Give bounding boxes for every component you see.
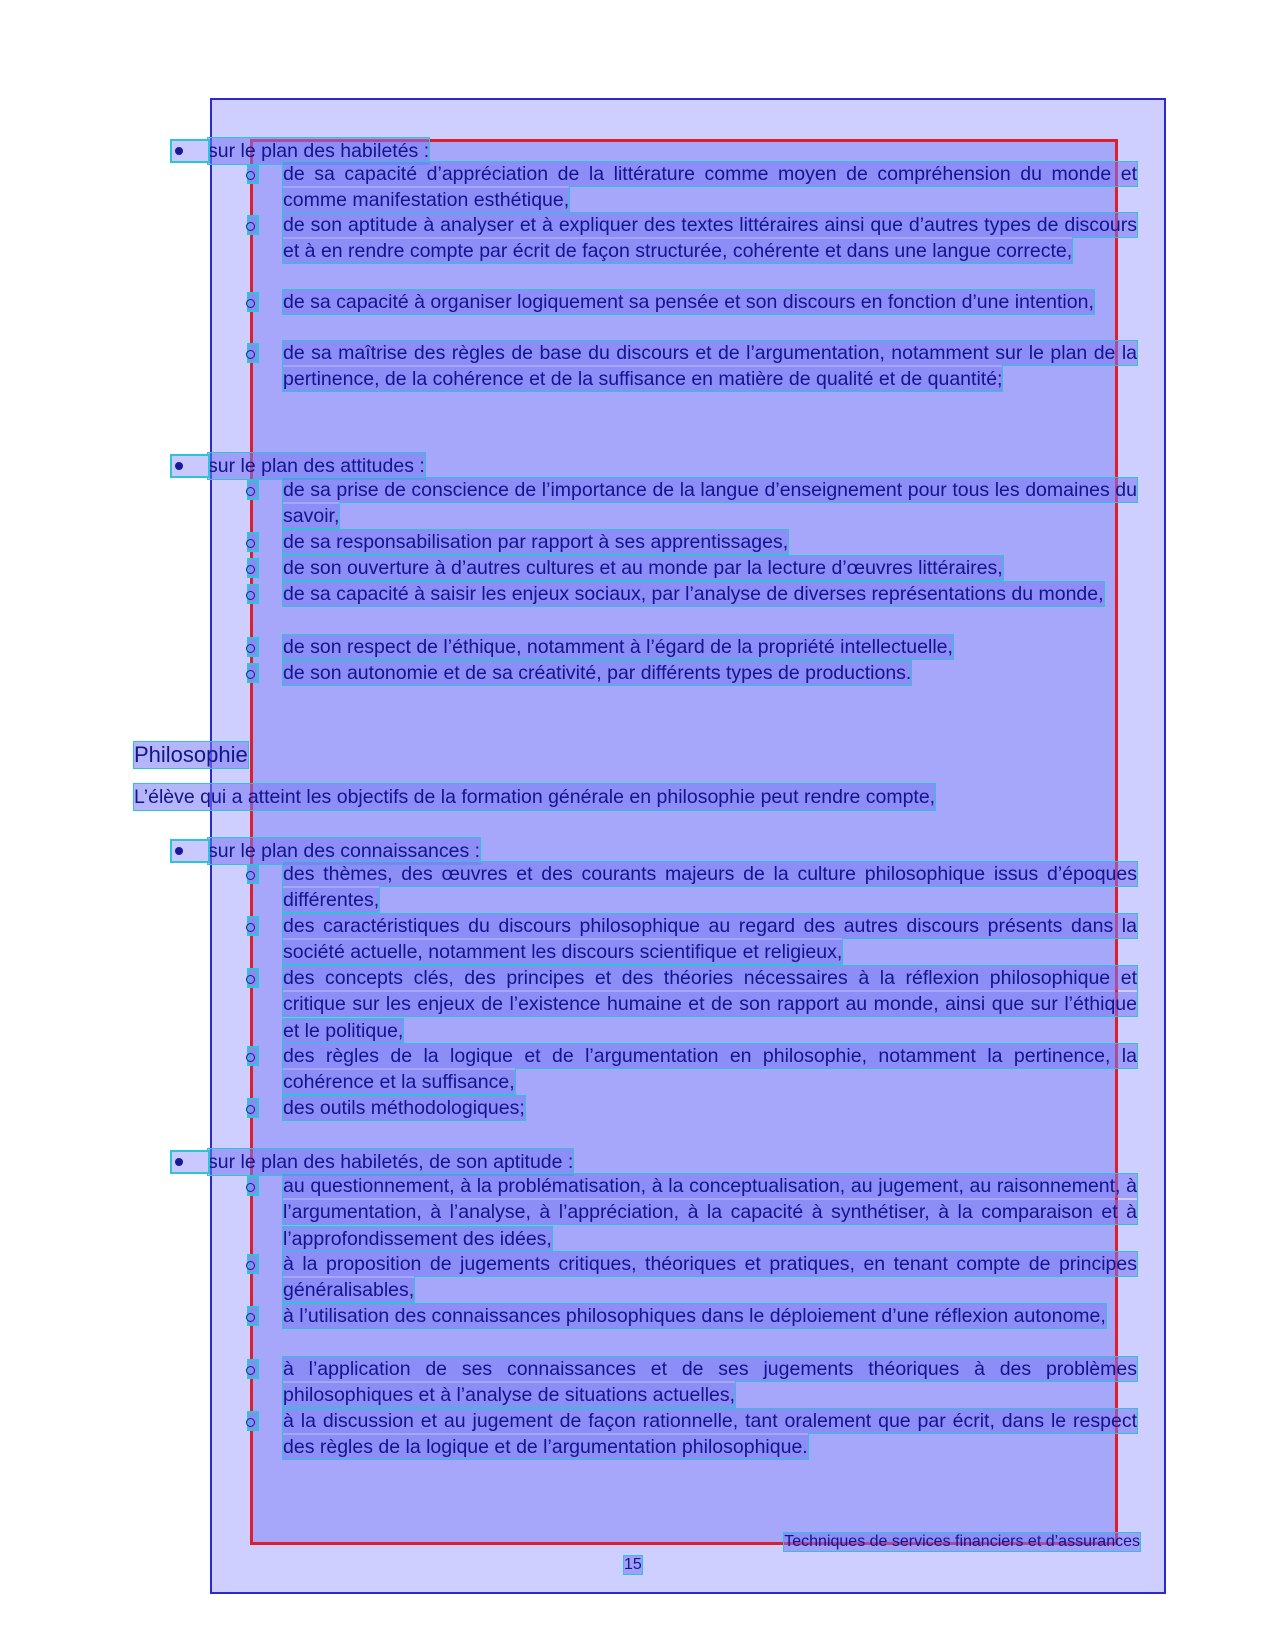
page-number: 15 [624, 1556, 642, 1573]
list-item-text: de son autonomie et de sa créativité, par différents types de productions. [283, 662, 912, 684]
sub-bullet-icon [247, 584, 259, 604]
list-item-text: de sa capacité à saisir les enjeux sociaux, par l’analyse de diverses représentations du monde, [283, 583, 1104, 605]
section-intro: L’élève qui a atteint les objectifs de la formation générale en philosophie peut rendre compte, [134, 784, 935, 810]
section-heading: Philosophie [134, 742, 248, 767]
list-item-text: à l’utilisation des connaissances philosophiques dans le déploiement d’une réflexion autonome, [283, 1305, 1106, 1327]
sub-bullet-icon [247, 480, 259, 500]
list-item-text: des caractéristiques du discours philosophique au regard des autres discours présents dans la société actuelle, notamment les discours scientifique et religieux, [283, 915, 1137, 964]
list-item-text: des concepts clés, des principes et des théories nécessaires à la réflexion philosophique et critique sur les enjeux de l’existence humaine et de son rapport au monde, ainsi que sur l’éthique et le politique, [283, 967, 1137, 1042]
list-item-text: à la discussion et au jugement de façon rationnelle, tant oralement que par écrit, dans le respect des règles de la logique et de l’argumentation philosophique. [283, 1410, 1137, 1459]
sub-bullet-icon [247, 1359, 259, 1379]
list-item-text: de sa responsabilisation par rapport à ses apprentissages, [283, 531, 789, 553]
sub-bullet-icon [247, 637, 259, 657]
list-item-text: de sa capacité d’appréciation de la littérature comme moyen de compréhension du monde et comme manifestation esthétique, [283, 163, 1137, 212]
list-item-text: de sa maîtrise des règles de base du discours et de l’argumentation, notamment sur le plan de la pertinence, de la cohérence et de la suffisance en matière de qualité et de quantité; [283, 342, 1137, 391]
list-item-text: des thèmes, des œuvres et des courants majeurs de la culture philosophique issus d’époques différentes, [283, 863, 1137, 912]
bullet-habiletes [172, 137, 430, 162]
bullet-label: sur le plan des connaissances : [208, 838, 480, 864]
sub-bullet-icon [247, 164, 259, 184]
bullet-label: sur le plan des habiletés, de son aptitude : [208, 1149, 573, 1175]
bullet-icon [172, 841, 208, 861]
bullet-icon [172, 1152, 208, 1172]
bullet-label: sur le plan des habiletés : [208, 138, 429, 164]
sub-bullet-icon [247, 292, 259, 312]
list-item-text: des outils méthodologiques; [283, 1097, 525, 1119]
sub-bullet-icon [247, 663, 259, 683]
sub-bullet-icon [247, 864, 259, 884]
list-item-text: de son ouverture à d’autres cultures et au monde par la lecture d’œuvres littéraires, [283, 557, 1003, 579]
bullet-icon [172, 456, 208, 476]
bullet-icon [172, 141, 208, 161]
list-item-text: de son aptitude à analyser et à expliquer des textes littéraires ainsi que d’autres types de discours et à en rendre compte par écrit de façon structurée, cohérente et dans une langue correcte, [283, 214, 1137, 263]
list-item-text: à l’application de ses connaissances et de ses jugements théoriques à des problèmes philosophiques et à l’analyse de situations actuelles, [283, 1358, 1137, 1407]
list-item-text: de son respect de l’éthique, notamment à l’égard de la propriété intellectuelle, [283, 636, 953, 658]
sub-bullet-icon [247, 968, 259, 988]
bullet-label: sur le plan des attitudes : [208, 453, 425, 479]
list-item-text: des règles de la logique et de l’argumentation en philosophie, notamment la pertinence, la cohérence et la suffisance, [283, 1045, 1137, 1094]
list-item-text: de sa prise de conscience de l’importance de la langue d’enseignement pour tous les domaines du savoir, [283, 479, 1137, 528]
sub-bullet-icon [247, 916, 259, 936]
sub-bullet-icon [247, 532, 259, 552]
list-item-text: au questionnement, à la problématisation, à la conceptualisation, au jugement, au raisonnement, à l’argumentation, à l’analyse, à l’appréciation, à la capacité à synthétiser, à la comparaison et à l’approfondissement des idées, [283, 1175, 1137, 1250]
list-item-text: à la proposition de jugements critiques, théoriques et pratiques, en tenant compte de principes généralisables, [283, 1253, 1137, 1302]
bullet-attitudes [172, 452, 425, 477]
bullet-connaissances [172, 837, 481, 862]
sub-bullet-icon [247, 1046, 259, 1066]
footer-program-title: Techniques de services financiers et d’assurances [784, 1533, 1140, 1550]
sub-bullet-icon [247, 1306, 259, 1326]
sub-bullet-icon [247, 343, 259, 363]
sub-bullet-icon [247, 1411, 259, 1431]
sub-bullet-icon [247, 1254, 259, 1274]
sub-bullet-icon [247, 1098, 259, 1118]
sub-bullet-icon [247, 1176, 259, 1196]
sub-bullet-icon [247, 215, 259, 235]
sub-bullet-icon [247, 558, 259, 578]
list-item-text: de sa capacité à organiser logiquement sa pensée et son discours en fonction d’une intention, [283, 291, 1094, 313]
bullet-habiletes-philo [172, 1148, 574, 1173]
